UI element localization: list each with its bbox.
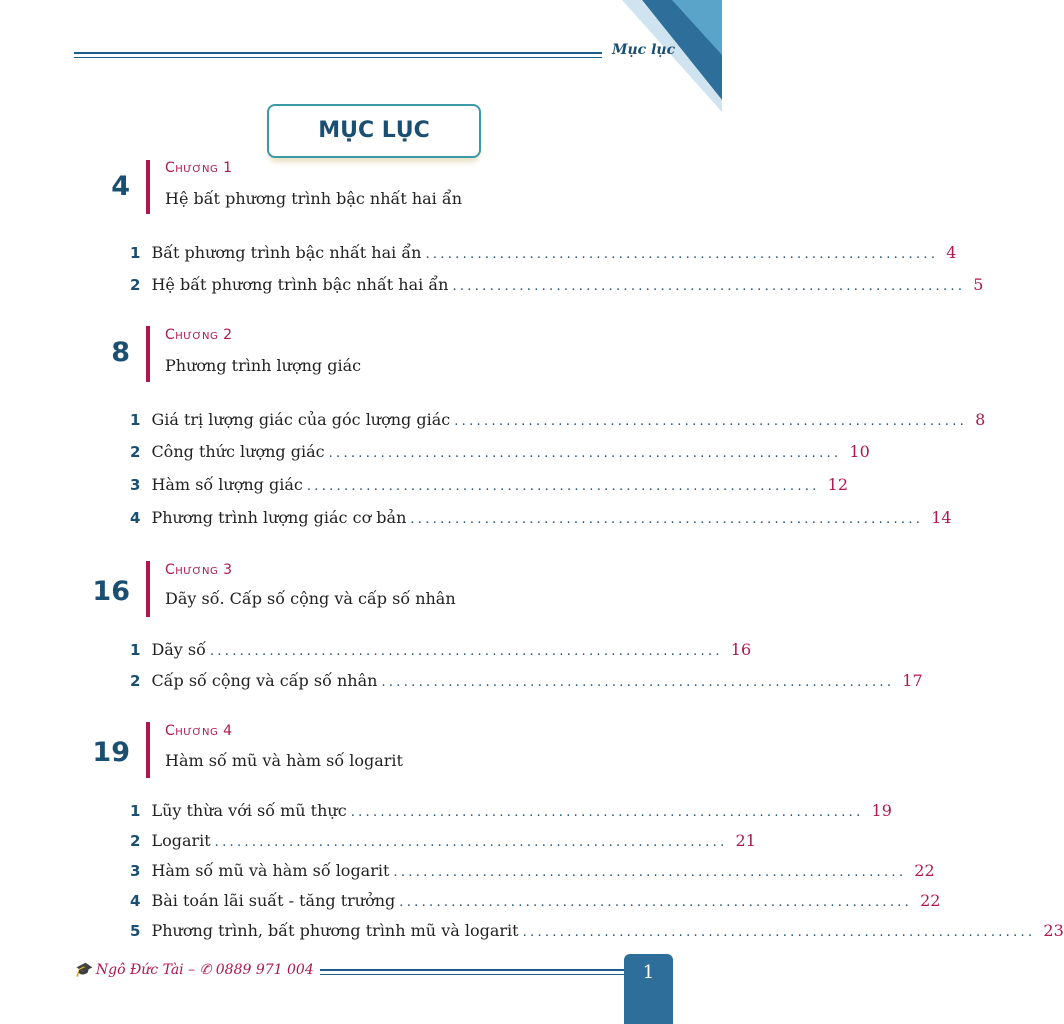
dot-leader: ..................................................................... [410, 512, 924, 527]
section-number: 5 [130, 922, 141, 940]
chapter-page-number: 19 [92, 737, 130, 768]
chapter-page-number: 8 [111, 337, 130, 368]
chapter-title[interactable]: Hệ bất phương trình bậc nhất hai ẩn [165, 189, 462, 208]
section-number: 1 [130, 411, 141, 429]
section-title: Phương trình lượng giác cơ bản [151, 508, 407, 527]
toc-entry[interactable] [130, 671, 923, 693]
dot-leader: ..................................................................... [452, 279, 966, 294]
phone-icon: ✆ [199, 962, 212, 978]
footer-separator: – [188, 962, 200, 978]
section-page: 17 [902, 671, 923, 690]
footer-phone: 0889 971 004 [215, 962, 314, 978]
section-number: 1 [130, 641, 141, 659]
section-title: Dãy số [151, 640, 206, 659]
section-title: Giá trị lượng giác của góc lượng giác [151, 410, 451, 429]
chapter-label: Chương 1 [165, 160, 233, 176]
section-title: Công thức lượng giác [151, 442, 325, 461]
section-title: Bất phương trình bậc nhất hai ẩn [151, 243, 422, 262]
section-page: 22 [920, 891, 941, 910]
chapter-title[interactable]: Phương trình lượng giác [165, 356, 362, 375]
section-number: 1 [130, 244, 141, 262]
section-title: Hàm số mũ và hàm số logarit [151, 861, 390, 880]
section-page: 12 [827, 475, 849, 494]
toc-entry[interactable] [130, 801, 892, 823]
toc-entry[interactable] [130, 275, 984, 297]
section-page: 19 [871, 801, 892, 820]
section-number: 2 [130, 443, 141, 461]
dot-leader: ..................................................................... [350, 805, 864, 820]
dot-leader: ..................................................................... [214, 835, 728, 850]
section-number: 2 [130, 276, 141, 294]
dot-leader: ..................................................................... [522, 925, 1036, 940]
page-number-tab [624, 954, 673, 1024]
section-title: Cấp số cộng và cấp số nhân [151, 671, 378, 690]
graduation-cap-icon: 🎓 [74, 962, 92, 978]
section-page: 16 [730, 640, 752, 659]
section-title: Lũy thừa với số mũ thực [151, 801, 347, 820]
section-number: 4 [130, 509, 141, 527]
toc-entry[interactable] [130, 861, 935, 883]
section-page: 8 [975, 410, 986, 429]
section-number: 3 [130, 862, 141, 880]
section-title: Hệ bất phương trình bậc nhất hai ẩn [151, 275, 449, 294]
section-title: Hàm số lượng giác [151, 475, 303, 494]
dot-leader: ..................................................................... [328, 446, 842, 461]
toc-entry[interactable] [130, 891, 941, 913]
dot-leader: ..................................................................... [425, 247, 939, 262]
chapter-bar [146, 561, 150, 617]
toc-entry[interactable] [130, 831, 756, 853]
section-number: 3 [130, 476, 141, 494]
header-title: Mục lục [612, 42, 676, 58]
section-page: 4 [946, 243, 957, 262]
chapter-page-number: 4 [111, 171, 130, 202]
section-page: 10 [849, 442, 870, 461]
page-number: 1 [642, 962, 655, 983]
toc-title: MỤC LỤC [318, 118, 430, 143]
section-page: 21 [735, 831, 756, 850]
toc-entry[interactable] [130, 921, 1064, 943]
section-title: Logarit [151, 831, 211, 850]
toc-title-box [267, 104, 481, 158]
footer-author-line [74, 962, 314, 978]
dot-leader: ..................................................................... [393, 865, 907, 880]
corner-decoration [602, 0, 722, 120]
section-number: 1 [130, 802, 141, 820]
chapter-label: Chương 3 [165, 562, 233, 578]
chapter-title[interactable]: Dãy số. Cấp số cộng và cấp số nhân [165, 589, 456, 608]
footer-author: Ngô Đức Tài [95, 962, 184, 978]
section-title: Bài toán lãi suất - tăng trưởng [151, 891, 396, 910]
dot-leader: ..................................................................... [306, 479, 820, 494]
toc-entry[interactable] [130, 508, 952, 530]
dot-leader: ..................................................................... [381, 675, 895, 690]
section-page: 14 [931, 508, 952, 527]
toc-entry[interactable] [130, 640, 752, 662]
section-number: 2 [130, 672, 141, 690]
section-number: 4 [130, 892, 141, 910]
chapter-label: Chương 2 [165, 327, 233, 343]
section-page: 22 [914, 861, 935, 880]
dot-leader: ..................................................................... [454, 414, 968, 429]
footer-rule [320, 969, 624, 975]
chapter-title[interactable]: Hàm số mũ và hàm số logarit [165, 751, 403, 770]
toc-entry[interactable] [130, 243, 957, 265]
chapter-label: Chương 4 [165, 723, 233, 739]
section-page: 5 [973, 275, 984, 294]
dot-leader: ..................................................................... [209, 644, 723, 659]
chapter-bar [146, 326, 150, 382]
dot-leader: ..................................................................... [399, 895, 913, 910]
toc-entry[interactable] [130, 442, 870, 464]
toc-entry[interactable] [130, 475, 849, 497]
section-title: Phương trình, bất phương trình mũ và logarit [151, 921, 519, 940]
section-page: 23 [1043, 921, 1064, 940]
header-rule [74, 52, 602, 58]
toc-entry[interactable] [130, 410, 986, 432]
section-number: 2 [130, 832, 141, 850]
chapter-bar [146, 722, 150, 778]
chapter-page-number: 16 [92, 576, 130, 607]
chapter-bar [146, 160, 150, 214]
